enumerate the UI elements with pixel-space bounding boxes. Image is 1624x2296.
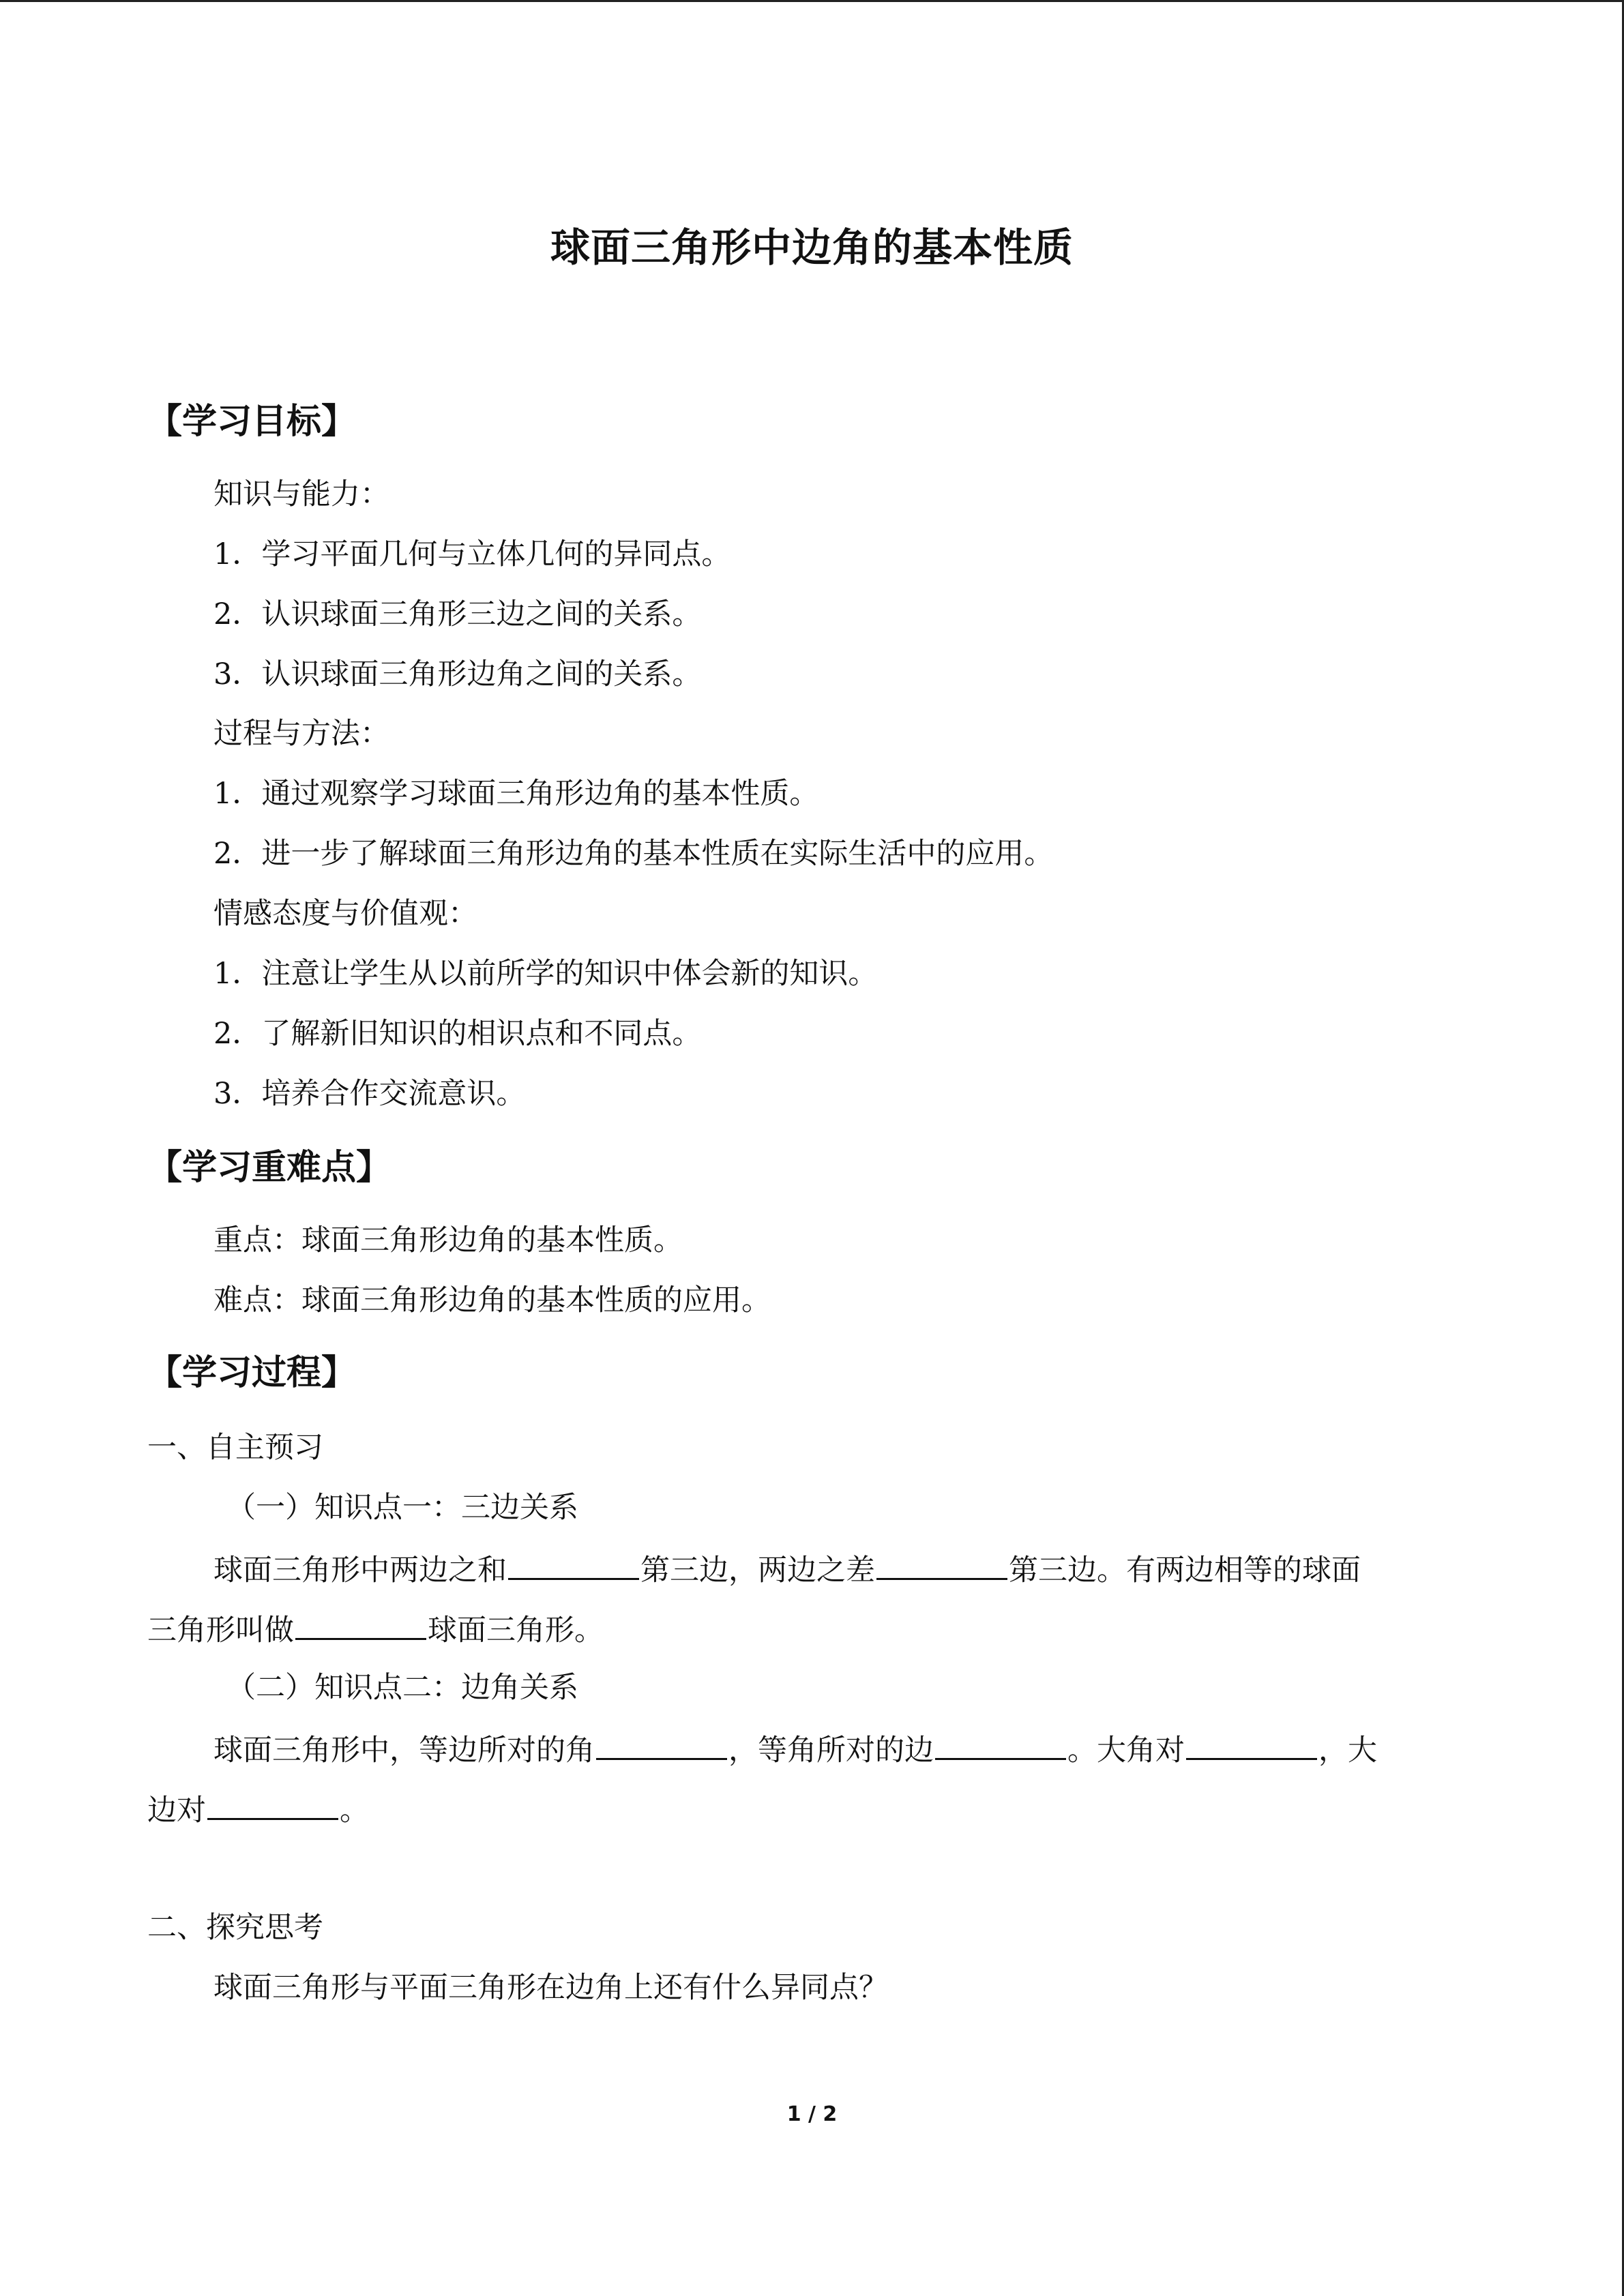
fill-text: 。 bbox=[340, 1793, 369, 1828]
difficult-point: 难点：球面三角形边角的基本性质的应用。 bbox=[213, 1283, 771, 1317]
blank-field[interactable] bbox=[207, 1793, 338, 1820]
knowledge-point-2-title: （二）知识点二：边角关系 bbox=[226, 1671, 578, 1705]
fill-text: 球面三角形中，等边所对的角 bbox=[213, 1733, 595, 1768]
fill-line-3 bbox=[213, 1733, 1377, 1768]
part-explore-think: 二、探究思考 bbox=[147, 1911, 323, 1945]
fill-text: 球面三角形中两边之和 bbox=[213, 1553, 507, 1587]
fill-text: ，等角所对的边 bbox=[728, 1733, 934, 1768]
knowledge-item-1: 1．学习平面几何与立体几何的异同点。 bbox=[213, 537, 731, 571]
blank-field[interactable] bbox=[1186, 1733, 1317, 1760]
page-title: 球面三角形中边角的基本性质 bbox=[550, 224, 1074, 271]
key-point: 重点：球面三角形边角的基本性质。 bbox=[213, 1223, 683, 1257]
heading-key-difficult: 【学习重难点】 bbox=[147, 1148, 392, 1188]
part-self-preview: 一、自主预习 bbox=[147, 1431, 323, 1465]
blank-field[interactable] bbox=[876, 1553, 1007, 1580]
fill-line-2 bbox=[147, 1613, 604, 1648]
emotion-item-2: 2．了解新旧知识的相识点和不同点。 bbox=[213, 1017, 702, 1051]
knowledge-item-3: 3．认识球面三角形边角之间的关系。 bbox=[213, 657, 702, 691]
explore-question: 球面三角形与平面三角形在边角上还有什么异同点？ bbox=[213, 1971, 888, 2005]
fill-text: 三角形叫做 bbox=[147, 1613, 294, 1648]
emotion-item-3: 3．培养合作交流意识。 bbox=[213, 1077, 526, 1111]
blank-field[interactable] bbox=[295, 1613, 426, 1640]
blank-field[interactable] bbox=[596, 1733, 727, 1760]
blank-field[interactable] bbox=[508, 1553, 639, 1580]
process-item-2: 2．进一步了解球面三角形边角的基本性质在实际生活中的应用。 bbox=[213, 837, 1054, 871]
fill-text: 球面三角形。 bbox=[428, 1613, 604, 1648]
knowledge-item-2: 2．认识球面三角形三边之间的关系。 bbox=[213, 597, 702, 631]
fill-line-4 bbox=[147, 1793, 369, 1828]
emotion-label: 情感态度与价值观： bbox=[213, 897, 477, 931]
emotion-item-1: 1．注意让学生从以前所学的知识中体会新的知识。 bbox=[213, 957, 878, 991]
knowledge-point-1-title: （一）知识点一：三边关系 bbox=[226, 1491, 578, 1525]
fill-text: 边对 bbox=[147, 1793, 206, 1828]
blank-field[interactable] bbox=[935, 1733, 1066, 1760]
fill-text: 第三边。有两边相等的球面 bbox=[1009, 1553, 1361, 1587]
process-label: 过程与方法： bbox=[213, 717, 389, 751]
fill-text: ，大 bbox=[1318, 1733, 1377, 1768]
fill-text: 。大角对 bbox=[1067, 1733, 1185, 1768]
process-item-1: 1．通过观察学习球面三角形边角的基本性质。 bbox=[213, 777, 819, 811]
fill-line-1 bbox=[213, 1553, 1361, 1585]
knowledge-label: 知识与能力： bbox=[213, 477, 389, 511]
heading-learning-goals: 【学习目标】 bbox=[147, 402, 357, 442]
page-number: 1 / 2 bbox=[786, 2102, 838, 2126]
top-border bbox=[0, 0, 1624, 2]
fill-text: 第三边，两边之差 bbox=[640, 1553, 875, 1587]
heading-learning-process: 【学习过程】 bbox=[147, 1353, 357, 1393]
